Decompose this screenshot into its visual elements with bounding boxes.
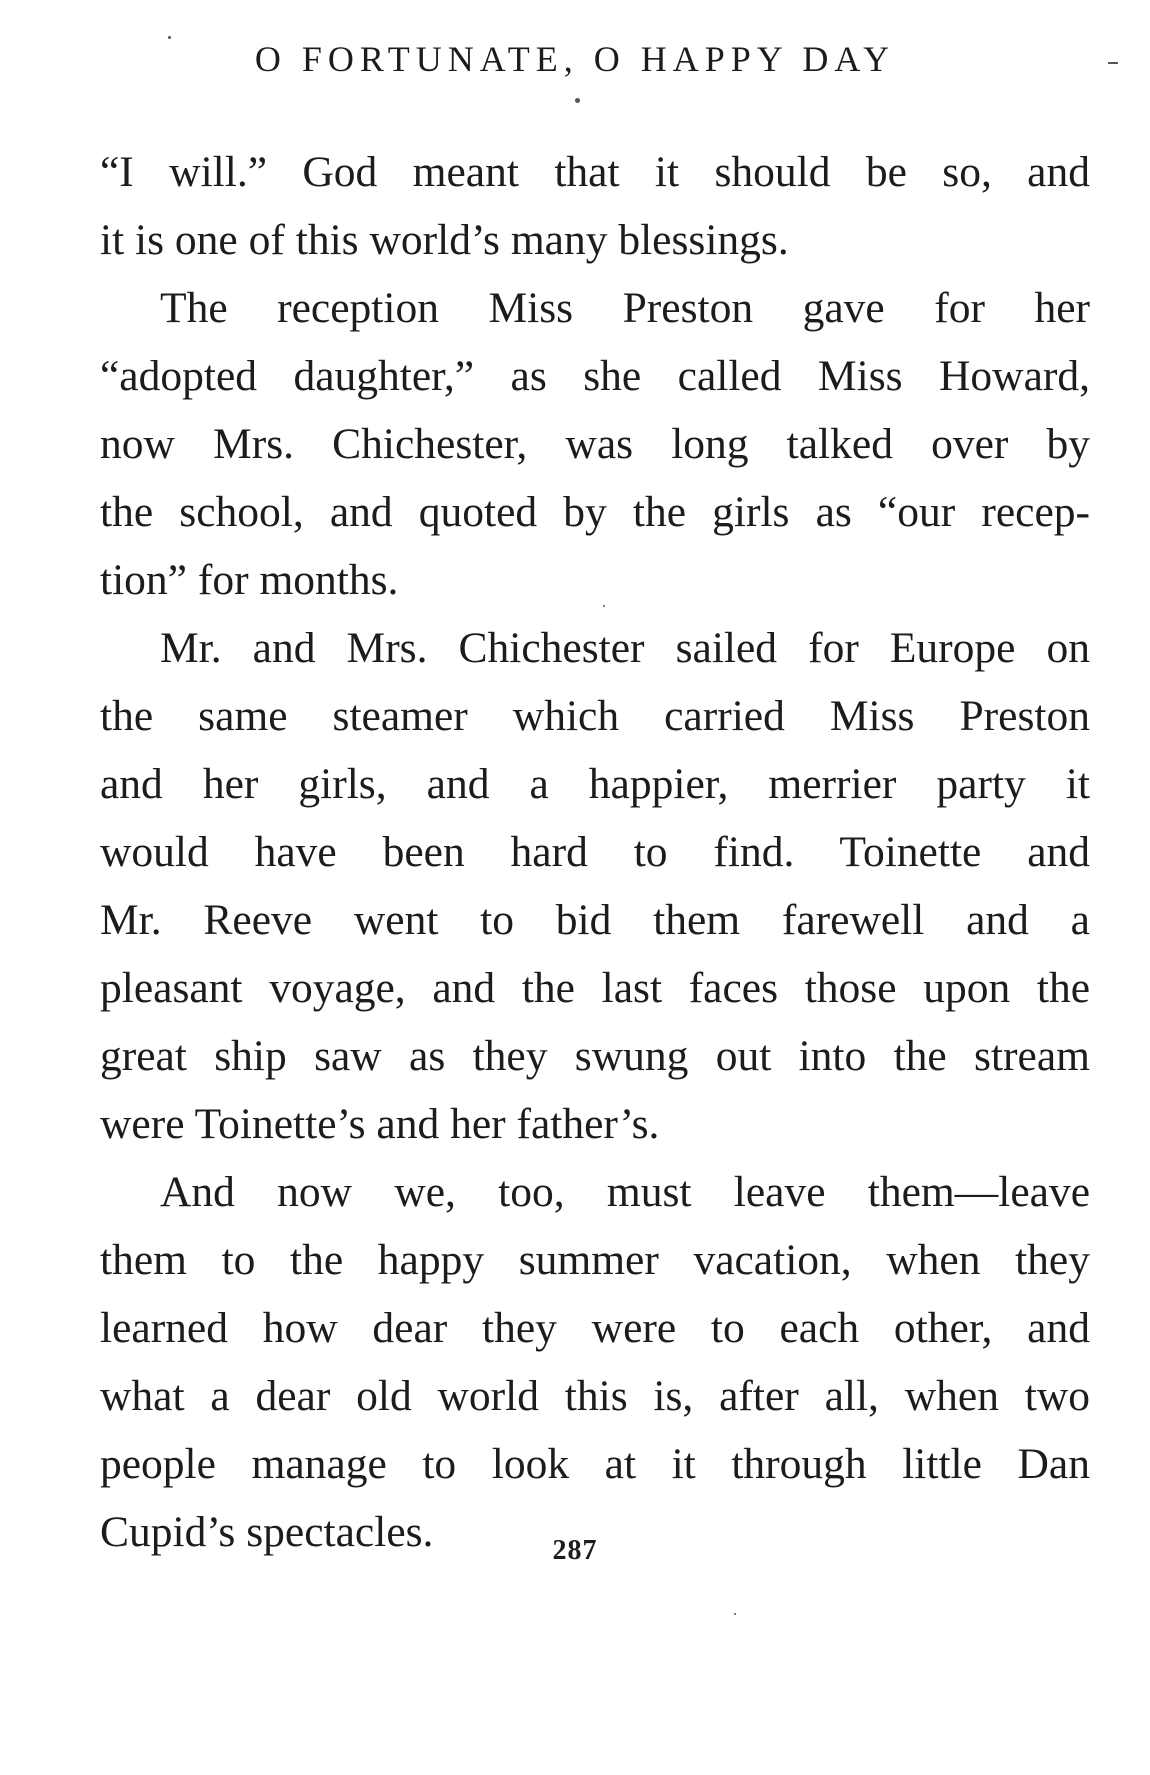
paragraph-start-line: The reception Miss Preston gave for her bbox=[160, 284, 1090, 332]
text-line: were Toinette’s and her father’s. bbox=[100, 1100, 660, 1148]
running-head: O FORTUNATE, O HAPPY DAY bbox=[254, 39, 896, 79]
print-speck bbox=[1108, 62, 1118, 64]
text-line: now Mrs. Chichester, was long talked over by bbox=[100, 420, 1090, 468]
text-line: Mr. Reeve went to bid them farewell and a bbox=[100, 896, 1090, 944]
print-speck bbox=[168, 36, 171, 39]
print-speck bbox=[734, 1613, 736, 1615]
body-text bbox=[100, 138, 1090, 1566]
text-line: great ship saw as they swung out into the stream bbox=[100, 1032, 1090, 1080]
text-line: and her girls, and a happier, merrier party it bbox=[100, 760, 1090, 808]
text-line: people manage to look at it through little Dan bbox=[100, 1440, 1090, 1488]
text-line: it is one of this world’s many blessings. bbox=[100, 216, 789, 264]
text-line: would have been hard to find. Toinette and bbox=[100, 828, 1090, 876]
print-speck bbox=[603, 605, 605, 607]
page-number: 287 bbox=[552, 1535, 598, 1566]
text-line: tion” for months. bbox=[100, 556, 399, 604]
text-line: the same steamer which carried Miss Preston bbox=[100, 692, 1090, 740]
text-line: them to the happy summer vacation, when they bbox=[100, 1236, 1090, 1284]
print-speck bbox=[575, 98, 580, 103]
text-line: learned how dear they were to each other, and bbox=[100, 1304, 1090, 1352]
text-line: pleasant voyage, and the last faces those upon the bbox=[100, 964, 1090, 1012]
text-line: “adopted daughter,” as she called Miss Howard, bbox=[100, 352, 1090, 400]
text-line: what a dear old world this is, after all, when two bbox=[100, 1372, 1090, 1420]
paragraph-start-line: Mr. and Mrs. Chichester sailed for Europe on bbox=[160, 624, 1090, 672]
text-line: “I will.” God meant that it should be so, and bbox=[100, 148, 1090, 196]
paragraph-start-line: And now we, too, must leave them—leave bbox=[160, 1168, 1090, 1216]
text-line: Cupid’s spectacles. bbox=[100, 1508, 434, 1556]
text-line: the school, and quoted by the girls as “our recep- bbox=[100, 488, 1090, 536]
